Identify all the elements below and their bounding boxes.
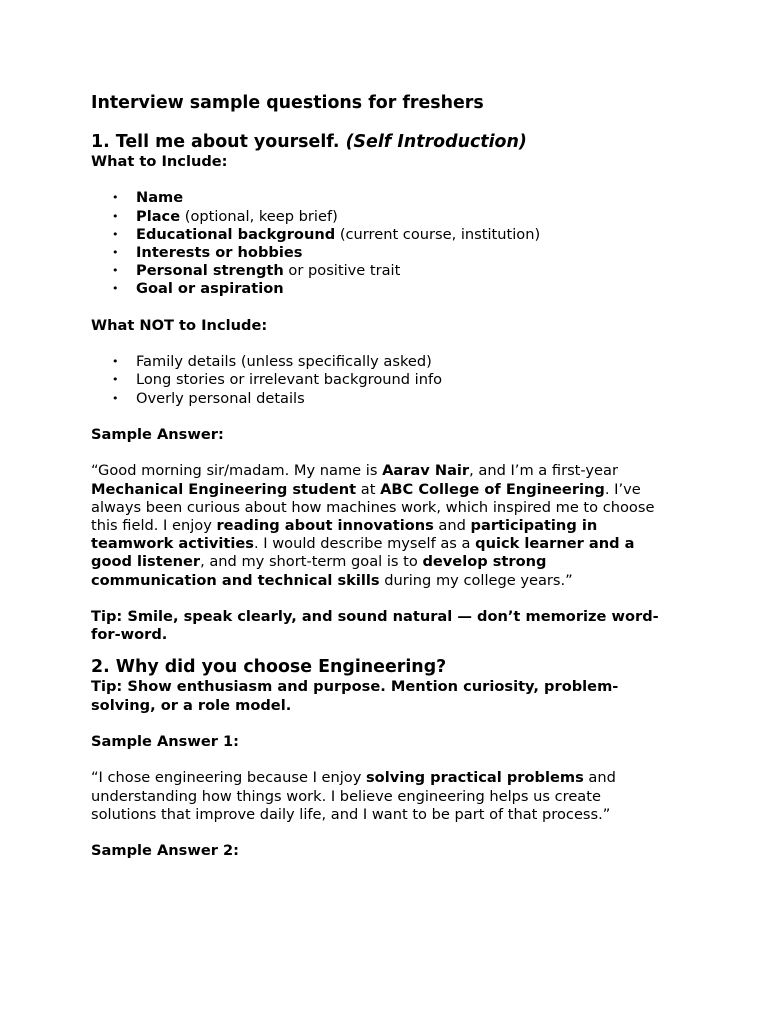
sample-answer-1-paragraph: “I chose engineering because I enjoy solving practical problems and understanding how things work. I believe engineering helps us create solutions that improve daily life, and I want to be part of that process.” xyxy=(91,769,616,823)
list-item: • Goal or aspiration xyxy=(112,280,284,298)
list-item: • Long stories or irrelevant background info xyxy=(112,371,443,389)
document-title: Interview sample questions for freshers xyxy=(91,93,484,113)
bullet-icon: • xyxy=(112,282,119,296)
list-item: • Personal strength or positive trait xyxy=(112,262,401,280)
bullet-icon: • xyxy=(112,373,119,387)
question-1-text: 1. Tell me about yourself. xyxy=(91,132,340,152)
bullet-icon: • xyxy=(112,246,119,259)
list-item: • Family details (unless specifically asked) xyxy=(112,353,432,371)
exclude-label: What NOT to Include: xyxy=(91,316,268,334)
include-list xyxy=(91,189,691,298)
sample-answer-label: Sample Answer: xyxy=(91,425,224,443)
list-item: • Overly personal details xyxy=(112,389,305,407)
question-1-subtitle: (Self Introduction) xyxy=(345,132,527,152)
bullet-icon: • xyxy=(112,227,119,241)
include-label: What to Include: xyxy=(91,153,228,170)
sample-answer-2-label: Sample Answer 2: xyxy=(91,842,240,860)
bullet-icon: • xyxy=(112,191,119,205)
tip-paragraph: Tip: Smile, speak clearly, and sound natural — don’t memorize word- for-word. xyxy=(91,607,659,644)
document-content xyxy=(91,92,691,860)
bullet-icon: • xyxy=(112,355,119,369)
bullet-icon: • xyxy=(112,391,119,405)
sample-answer-1-label: Sample Answer 1: xyxy=(91,732,240,750)
list-item: • Place (optional, keep brief) xyxy=(112,207,338,225)
list-item: • Interests or hobbies xyxy=(112,244,303,261)
bullet-icon: • xyxy=(112,264,119,278)
question-1-heading xyxy=(91,131,691,153)
bullet-icon: • xyxy=(112,209,119,223)
question-2-heading: 2. Why did you choose Engineering? xyxy=(91,657,447,678)
list-item: • Educational background (current course, institution) xyxy=(112,225,541,243)
sample-answer-paragraph: “Good morning sir/madam. My name is Aarav Nair, and I’m a first-year Mechanical Engineering student at ABC College of Engineering. I’ve always been curious about how machines work, which inspired me to choose this field. I enjoy reading about innovations and participating in teamwork activities. I would describe myself as a quick learner and a good listener, and my short-term goal is to develop strong communication and technical skills during my college years.” xyxy=(91,462,655,589)
tip-paragraph: Tip: Show enthusiasm and purpose. Mention curiosity, problem- solving, or a role model. xyxy=(91,678,619,714)
exclude-list xyxy=(91,353,691,408)
list-item: • Name xyxy=(112,189,184,207)
